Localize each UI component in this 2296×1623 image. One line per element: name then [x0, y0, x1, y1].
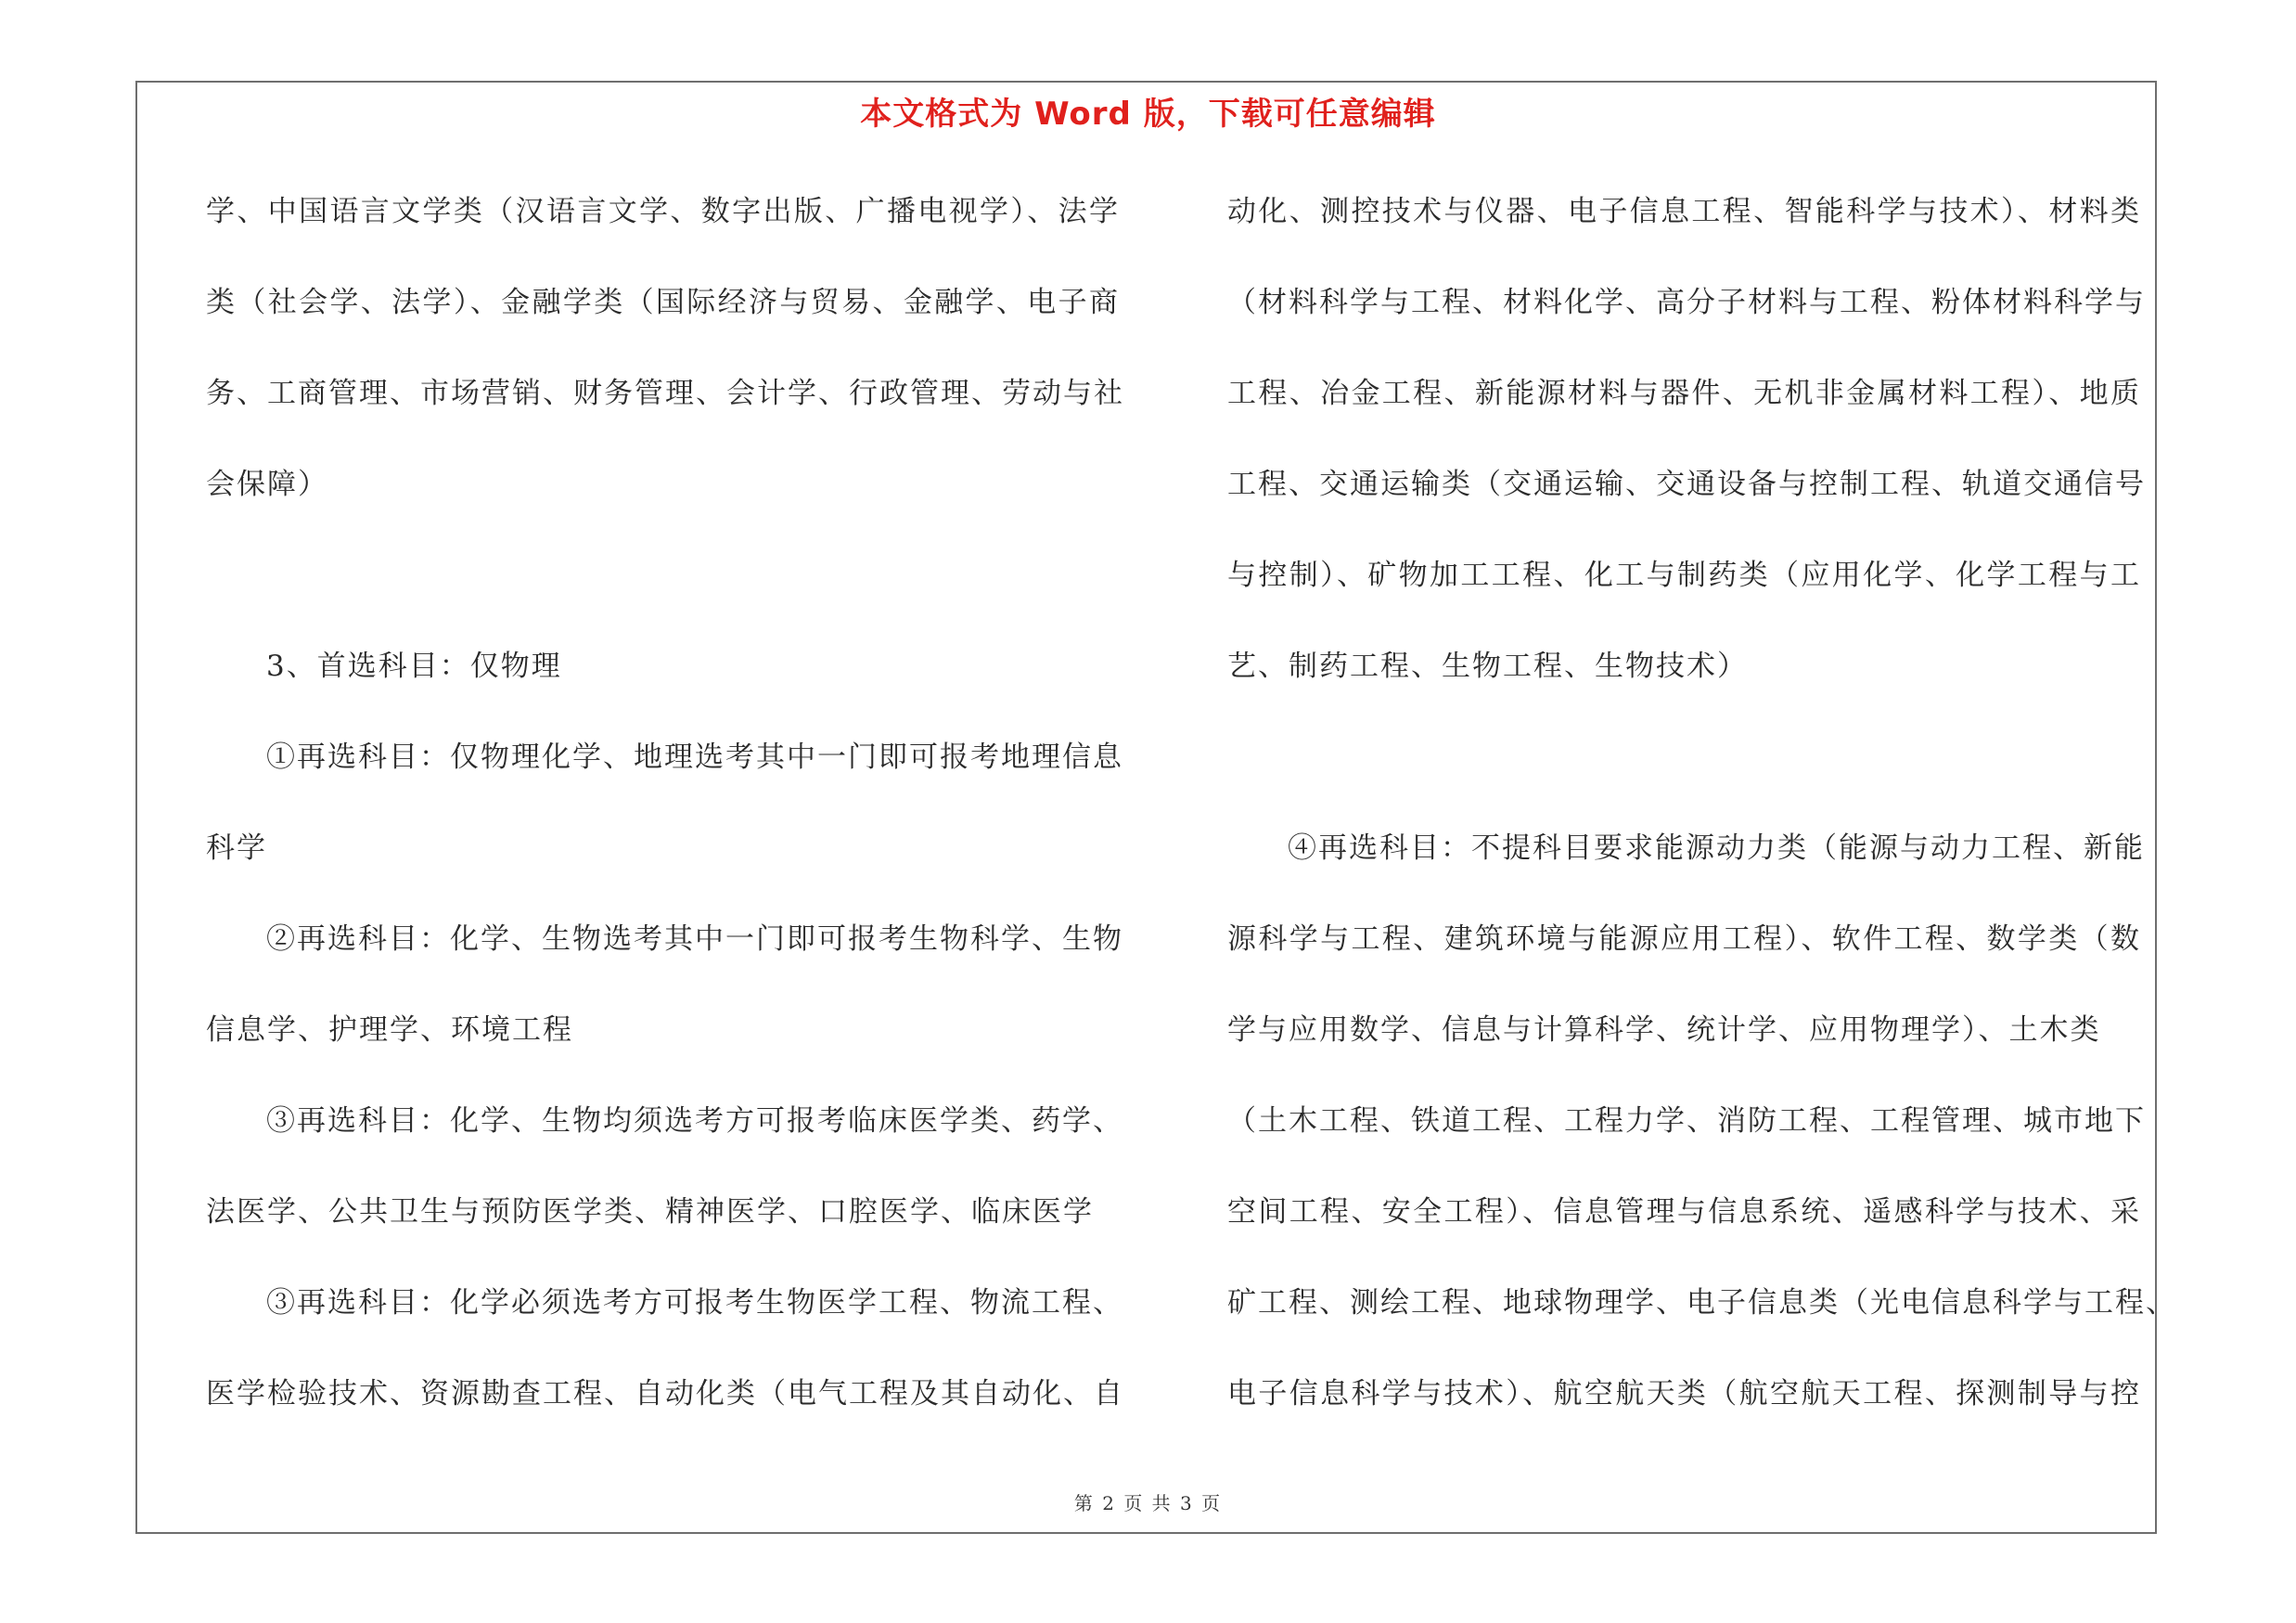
text-line: 矿工程、测绘工程、地球物理学、电子信息类（光电信息科学与工程、 [1227, 1286, 2176, 1320]
text-line: 务、工商管理、市场营销、财务管理、会计学、行政管理、劳动与社 [206, 377, 1124, 410]
text-line: 空间工程、安全工程）、信息管理与信息系统、遥感科学与技术、采 [1227, 1195, 2141, 1229]
blank-line [206, 545, 1134, 636]
text-line: ②再选科目：化学、生物选考其中一门即可报考生物科学、生物 [266, 922, 1123, 956]
text-line: 动化、测控技术与仪器、电子信息工程、智能科学与技术）、材料类 [1227, 195, 2141, 228]
page-footer [0, 1488, 2296, 1515]
text-line: （土木工程、铁道工程、工程力学、消防工程、工程管理、城市地下 [1227, 1104, 2146, 1138]
left-text-column [206, 181, 1134, 1454]
text-line: ④再选科目：不提科目要求能源动力类（能源与动力工程、新能 [1288, 831, 2145, 865]
text-line: （材料科学与工程、材料化学、高分子材料与工程、粉体材料科学与 [1227, 286, 2146, 319]
text-line: 工程、冶金工程、新能源材料与器件、无机非金属材料工程）、地质 [1227, 377, 2141, 410]
section-heading: 3、首选科目：仅物理 [266, 650, 562, 683]
text-line: 类（社会学、法学）、金融学类（国际经济与贸易、金融学、电子商 [206, 286, 1120, 319]
text-line: ③再选科目：化学必须选考方可报考生物医学工程、物流工程、 [266, 1286, 1123, 1320]
right-text-column [1227, 181, 2176, 1454]
text-line: 信息学、护理学、环境工程 [206, 1013, 573, 1047]
text-line: 学与应用数学、信息与计算科学、统计学、应用物理学）、土木类 [1227, 1013, 2101, 1047]
text-line: 会保障） [206, 468, 328, 501]
text-line: 法医学、公共卫生与预防医学类、精神医学、口腔医学、临床医学 [206, 1195, 1094, 1229]
document-banner [0, 86, 2296, 142]
text-line: 艺、制药工程、生物工程、生物技术） [1227, 650, 1748, 683]
blank-line [1227, 727, 2155, 818]
text-line: 与控制）、矿物加工工程、化工与制药类（应用化学、化学工程与工 [1227, 559, 2141, 592]
text-line: ③再选科目：化学、生物均须选考方可报考临床医学类、药学、 [266, 1104, 1123, 1138]
page-counter: 第 2 页 共 3 页 [1073, 1492, 1223, 1514]
text-line: 科学 [206, 831, 267, 865]
text-line: ①再选科目：仅物理化学、地理选考其中一门即可报考地理信息 [266, 741, 1123, 774]
text-line: 电子信息科学与技术）、航空航天类（航空航天工程、探测制导与控 [1227, 1377, 2141, 1410]
text-line: 医学检验技术、资源勘查工程、自动化类（电气工程及其自动化、自 [206, 1377, 1124, 1410]
text-line: 学、中国语言文学类（汉语言文学、数字出版、广播电视学）、法学 [206, 195, 1120, 228]
text-line: 工程、交通运输类（交通运输、交通设备与控制工程、轨道交通信号 [1227, 468, 2146, 501]
banner-text: 本文格式为 Word 版，下载可任意编辑 [860, 96, 1436, 133]
text-line: 源科学与工程、建筑环境与能源应用工程）、软件工程、数学类（数 [1227, 922, 2141, 956]
